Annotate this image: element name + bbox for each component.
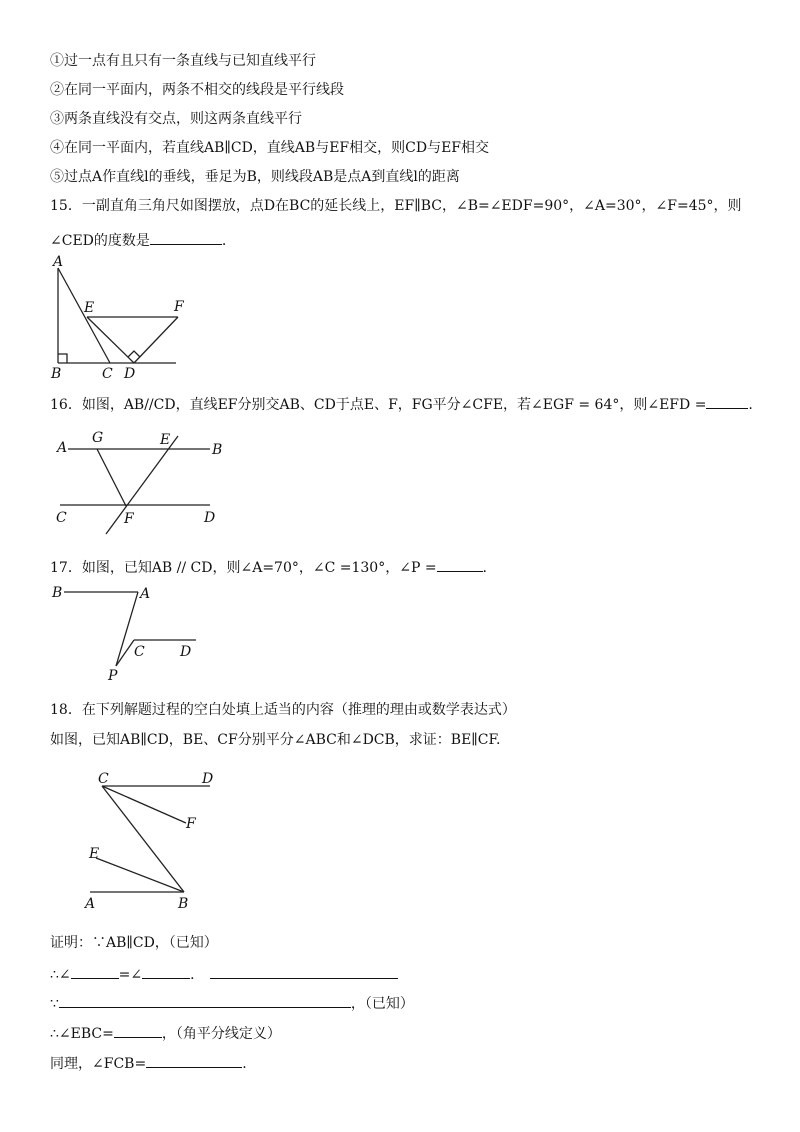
q15-answer-blank[interactable]	[150, 230, 222, 245]
q17-label-D: D	[180, 644, 192, 660]
proof-l3-suffix: ，（已知）	[350, 996, 414, 1012]
q15-figure	[44, 254, 194, 384]
q17-label-C: C	[134, 644, 145, 660]
q16-text: 16．如图，AB//CD，直线EF分别交AB、CD于点E、F，FG平分∠CFE，若∠EGF = 64°，则∠EFD =	[50, 397, 707, 413]
proof-blank-angle-2[interactable]	[142, 964, 190, 979]
q18-label-E: E	[89, 846, 100, 862]
q17-label-B: B	[52, 585, 63, 601]
q17-text: 17．如图，已知AB // CD，则∠A=70°，∠C =130°，∠P =	[50, 560, 437, 576]
proof-l5-suffix: .	[242, 1056, 247, 1072]
q16-end: .	[748, 397, 753, 413]
q15-question-line2	[50, 230, 226, 250]
q16-line-EF	[106, 436, 178, 534]
q16-answer-blank[interactable]	[706, 394, 748, 409]
q16-label-C: C	[56, 510, 67, 526]
proof-blank-ebc[interactable]	[114, 1023, 162, 1038]
proof-line-2	[50, 964, 398, 984]
q15-label-E: E	[84, 300, 95, 316]
q18-label-B: B	[178, 896, 189, 912]
q15-label-A: A	[53, 254, 64, 270]
proof-l2-prefix: ∴∠	[50, 967, 71, 983]
statement-3: ③两条直线没有交点，则这两条直线平行	[50, 111, 302, 127]
q18-label-C: C	[98, 771, 109, 787]
q18-label-F: F	[186, 816, 196, 832]
q17-line-PC	[116, 640, 134, 666]
q16-label-A: A	[57, 440, 68, 456]
proof-blank-reason-1[interactable]	[210, 964, 398, 979]
q17-answer-blank[interactable]	[437, 557, 483, 572]
q15-question-line1: 15．一副直角三角尺如图摆放，点D在BC的延长线上，EF∥BC，∠B=∠EDF=90°，∠A=30°，∠F=45°，则	[50, 198, 742, 214]
q17-label-P: P	[108, 668, 118, 684]
q16-label-B: B	[212, 442, 223, 458]
proof-blank-fcb[interactable]	[146, 1053, 242, 1068]
q18-question-line1: 18．在下列解题过程的空白处填上适当的内容（推理的理由或数学表达式）	[50, 702, 516, 718]
proof-l5-prefix: 同理，∠FCB=	[50, 1056, 147, 1072]
q15-end: .	[221, 233, 227, 249]
q16-label-G: G	[92, 430, 104, 446]
proof-l4-suffix: ，（角平分线定义）	[161, 1026, 281, 1042]
q15-label-B: B	[51, 366, 62, 382]
proof-l4-prefix: ∴∠EBC=	[50, 1026, 114, 1042]
q15-line-ED	[87, 317, 134, 363]
proof-line-1: 证明：∵AB∥CD，（已知）	[50, 935, 218, 951]
statement-2: ②在同一平面内，两条不相交的线段是平行线段	[50, 82, 344, 98]
q18-figure	[80, 768, 240, 913]
q18-label-A: A	[85, 896, 96, 912]
proof-blank-statement[interactable]	[59, 993, 351, 1008]
q15-line-FD	[134, 317, 178, 363]
q18-line-CF	[102, 786, 186, 823]
q16-label-D: D	[204, 510, 216, 526]
proof-l2-mid: =∠	[118, 967, 143, 983]
proof-line-4	[50, 1023, 281, 1043]
proof-blank-angle-1[interactable]	[71, 964, 119, 979]
q16-label-E: E	[160, 432, 171, 448]
q16-question	[50, 394, 753, 414]
q17-question	[50, 557, 487, 577]
q15-label-C: C	[102, 366, 113, 382]
q16-figure	[50, 424, 230, 534]
proof-line-3	[50, 993, 414, 1013]
q17-label-A: A	[140, 586, 151, 602]
q16-line-GF	[97, 449, 126, 506]
q15-right-angle-D	[128, 351, 140, 357]
q15-right-angle-B	[58, 354, 67, 363]
statement-4: ④在同一平面内，若直线AB∥CD，直线AB与EF相交，则CD与EF相交	[50, 140, 490, 156]
statement-5: ⑤过点A作直线l的垂线，垂足为B，则线段AB是点A到直线l的距离	[50, 169, 460, 185]
proof-l3-prefix: ∵	[50, 996, 59, 1012]
proof-line-5	[50, 1053, 247, 1073]
q15-label-F: F	[174, 299, 184, 315]
q15-text: ∠CED的度数是	[50, 233, 150, 249]
q16-label-F: F	[124, 511, 134, 527]
q17-end: .	[482, 560, 487, 576]
q18-question-line2: 如图，已知AB∥CD，BE、CF分别平分∠ABC和∠DCB，求证：BE∥CF.	[50, 732, 501, 748]
q17-figure	[50, 580, 210, 684]
q18-label-D: D	[202, 771, 214, 787]
q15-label-D: D	[124, 366, 136, 382]
proof-l2-sep: ．	[190, 967, 205, 983]
statement-1: ①过一点有且只有一条直线与已知直线平行	[50, 53, 316, 69]
